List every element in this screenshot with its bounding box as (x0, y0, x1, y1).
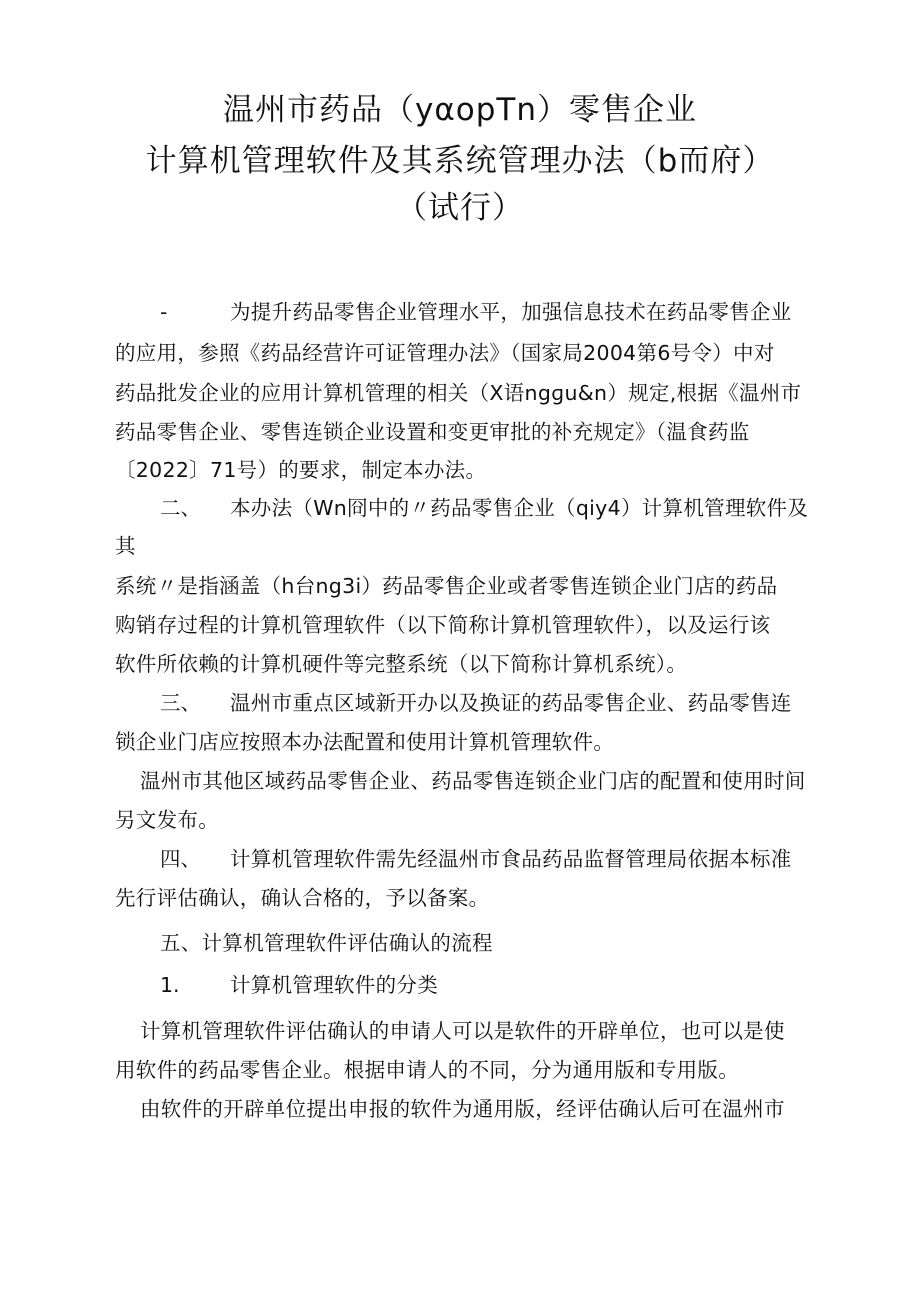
paragraph-marker: - (160, 300, 168, 324)
paragraph-line: 计算机管理软件需先经温州市食品药品监督管理局依据本标准 (230, 847, 792, 871)
title-line-1: 温州市药品（yαopTn）零售企业 (222, 92, 697, 128)
paragraph-line: 系统〃是指涵盖（h台ng3i）药品零售企业或者零售连锁企业门店的药品 (115, 574, 778, 598)
paragraph-line: 锁企业门店应按照本办法配置和使用计算机管理软件。 (115, 730, 615, 754)
paragraph-marker: 1. (160, 973, 180, 997)
paragraph-line: 另文发布。 (115, 808, 219, 832)
paragraph-line: 药品零售企业、零售连锁企业设置和变更审批的补充规定》（温食药监 (115, 420, 750, 444)
paragraph-line: 软件所依赖的计算机硬件等完整系统（以下简称计算机系统）。 (115, 652, 688, 676)
paragraph-line: 为提升药品零售企业管理水平，加强信息技术在药品零售企业 (230, 300, 792, 324)
paragraph-line: 本办法（Wn冏中的〃药品零售企业（qiy4）计算机管理软件及 (230, 496, 809, 520)
paragraph-line: 购销存过程的计算机管理软件（以下简称计算机管理软件），以及运行该 (115, 613, 771, 637)
paragraph-line: 用软件的药品零售企业。根据申请人的不同，分为通用版和专用版。 (115, 1058, 739, 1082)
paragraph-line: 计算机管理软件的分类 (230, 973, 438, 997)
paragraph-line: 〔2022〕71号）的要求，制定本办法。 (115, 458, 487, 482)
paragraph-line: 计算机管理软件评估确认的申请人可以是软件的开辟单位，也可以是使 (140, 1019, 785, 1043)
paragraph-line: 先行评估确认，确认合格的，予以备案。 (115, 886, 490, 910)
title-line-3: （试行） (396, 190, 524, 226)
paragraph-marker: 三、 (160, 691, 201, 715)
paragraph-marker: 二、 (160, 496, 201, 520)
section-heading: 五、计算机管理软件评估确认的流程 (160, 931, 493, 955)
paragraph-line: 药品批发企业的应用计算机管理的相关（X语ngɡu&n）规定,根据《温州市 (115, 381, 802, 405)
paragraph-line: 的应用，参照《药品经营许可证管理办法》（国家局2004第6号令）中对 (115, 341, 775, 365)
title-line-2: 计算机管理软件及其系统管理办法（b而府） (145, 143, 775, 179)
paragraph-marker: 四、 (160, 847, 201, 871)
paragraph-line: 温州市其他区域药品零售企业、药品零售连锁企业门店的配置和使用时间 (140, 769, 806, 793)
paragraph-line: 由软件的开辟单位提出申报的软件为通用版，经评估确认后可在温州市 (140, 1097, 785, 1121)
paragraph-line: 温州市重点区域新开办以及换证的药品零售企业、药品零售连 (230, 691, 792, 715)
paragraph-line: 其 (115, 534, 136, 558)
